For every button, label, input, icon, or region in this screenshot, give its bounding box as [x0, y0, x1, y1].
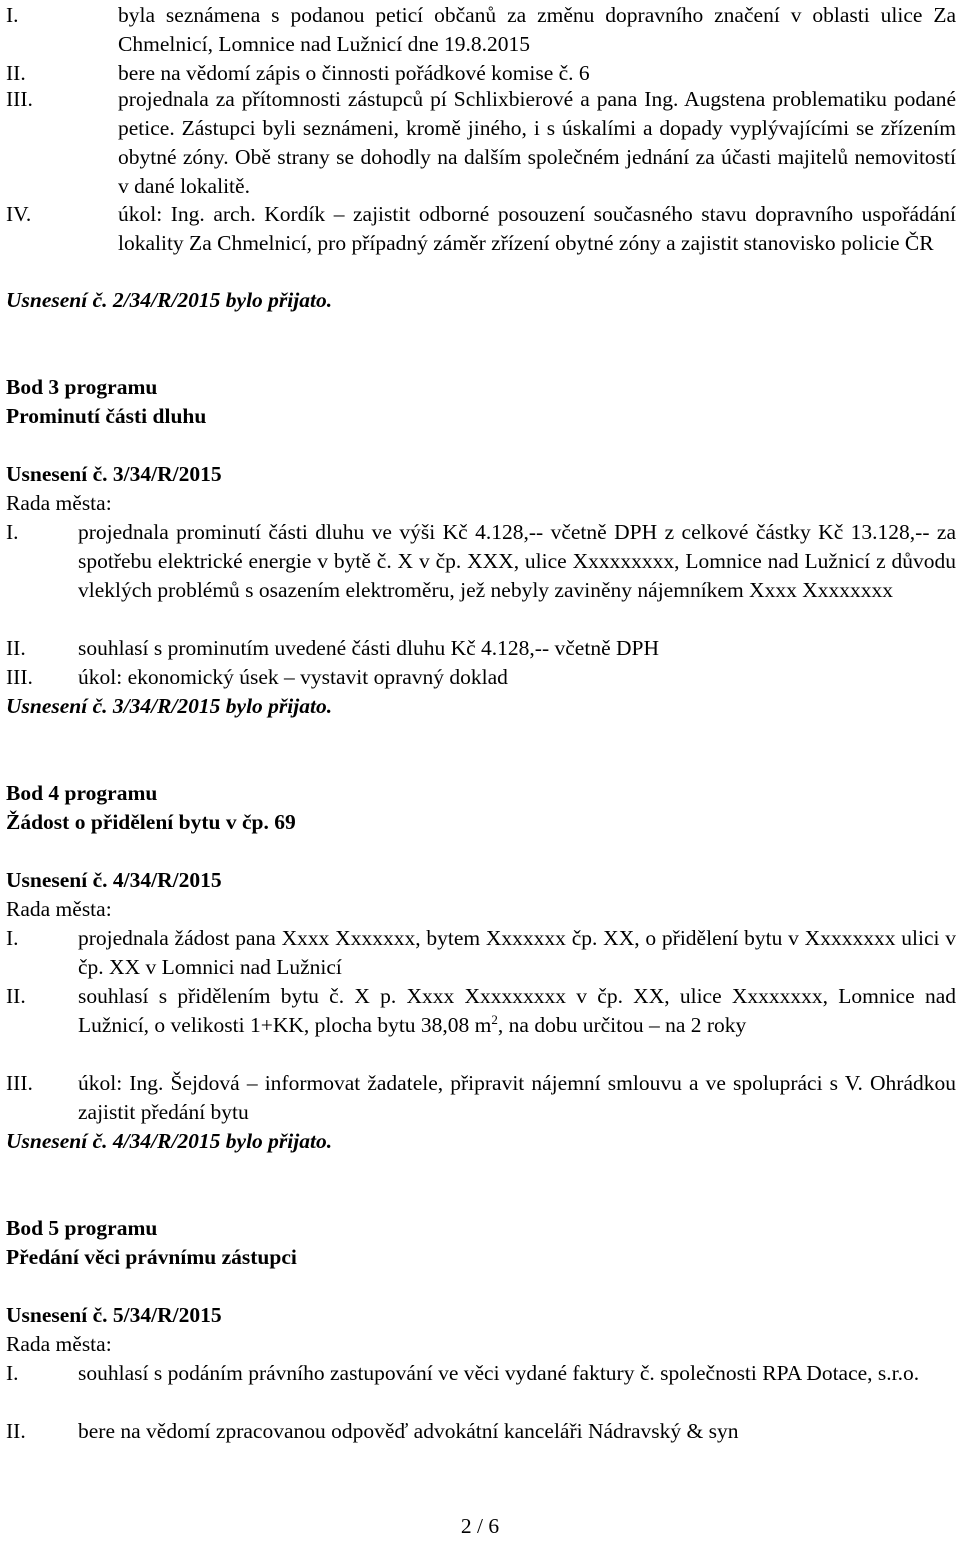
- item-number: IV.: [6, 202, 32, 226]
- item-number: II.: [6, 984, 26, 1008]
- council-label: Rada města:: [6, 1332, 112, 1356]
- item-text-part: souhlasí s přidělením bytu č. X p. Xxxx Xxxxxxxxx v čp. XX, ulice Xxxxxxxx, Lomnice nad Lužnicí, o velikosti 1+KK, plocha bytu 38,08 m: [78, 984, 956, 1037]
- item-text: úkol: ekonomický úsek – vystavit opravný doklad: [78, 665, 508, 689]
- item-text: úkol: Ing. Šejdová – informovat žadatele, připravit nájemní smlouvu a ve spolupráci s V. Ohrádkou zajistit předání bytu: [78, 1071, 956, 1124]
- resolution-number: Usnesení č. 5/34/R/2015: [6, 1303, 222, 1327]
- list-item: [6, 663, 956, 692]
- section-heading: Bod 4 programu: [6, 781, 158, 805]
- item-number: I.: [6, 520, 19, 544]
- item-text: bere na vědomí zápis o činnosti pořádkové komise č. 6: [118, 61, 590, 85]
- council-label: Rada města:: [6, 897, 112, 921]
- list-item: [6, 1, 956, 59]
- item-text: byla seznámena s podanou peticí občanů za změnu dopravního značení v oblasti ulice Za Chmelnicí, Lomnice nad Lužnicí dne 19.8.2015: [118, 3, 956, 56]
- section-title: Žádost o přidělení bytu v čp. 69: [6, 810, 296, 834]
- item-text: projednala za přítomnosti zástupců pí Schlixbierové a pana Ing. Augstena problematiku podané petice. Zástupci byli seznámeni, kromě jiného, i s úskalími a dopady vyplývajícími se zřízením obytné zóny. Obě strany se dohodly na dalším společném jednání za účasti majitelů nemovitostí v dané lokalitě.: [118, 87, 956, 198]
- list-item: [6, 1359, 956, 1388]
- page-number: 2 / 6: [460, 1514, 500, 1538]
- item-number: III.: [6, 665, 33, 689]
- section-heading: Bod 5 programu: [6, 1216, 158, 1240]
- item-number: III.: [6, 87, 33, 111]
- item-number: I.: [6, 1361, 19, 1385]
- list-item: [6, 1069, 956, 1127]
- item-text: [78, 982, 956, 1040]
- item-number: II.: [6, 1419, 26, 1443]
- section-title: Předání věci právnímu zástupci: [6, 1245, 297, 1269]
- item-text-part: , na dobu určitou – na 2 roky: [497, 1013, 747, 1037]
- superscript: 2: [491, 1012, 498, 1027]
- resolution-accepted: Usnesení č. 4/34/R/2015 bylo přijato.: [6, 1129, 333, 1153]
- section-title: Prominutí části dluhu: [6, 404, 207, 428]
- item-number: II.: [6, 636, 26, 660]
- list-item: [6, 200, 956, 258]
- item-text: souhlasí s prominutím uvedené části dluhu Kč 4.128,-- včetně DPH: [78, 636, 659, 660]
- council-label: Rada města:: [6, 491, 112, 515]
- resolution-number: Usnesení č. 4/34/R/2015: [6, 868, 222, 892]
- list-item: [6, 518, 956, 605]
- list-item: [6, 634, 956, 663]
- list-item: [6, 982, 956, 1040]
- resolution-accepted: Usnesení č. 2/34/R/2015 bylo přijato.: [6, 288, 333, 312]
- item-number: I.: [6, 3, 19, 27]
- resolution-number: Usnesení č. 3/34/R/2015: [6, 462, 222, 486]
- resolution-accepted: Usnesení č. 3/34/R/2015 bylo přijato.: [6, 694, 333, 718]
- item-number: III.: [6, 1071, 33, 1095]
- item-text: projednala prominutí části dluhu ve výši Kč 4.128,-- včetně DPH z celkové částky Kč 13.128,-- za spotřebu elektrické energie v bytě č. X v čp. XXX, ulice Xxxxxxxxx, Lomnice nad Lužnicí z důvodu vleklých problémů s osazením elektroměru, jež nebyly zaviněny nájemníkem Xxxx Xxxxxxxx: [78, 520, 956, 602]
- item-text: bere na vědomí zpracovanou odpověď advokátní kanceláři Nádravský & syn: [78, 1419, 739, 1443]
- list-item: [6, 1417, 956, 1446]
- item-text: úkol: Ing. arch. Kordík – zajistit odborné posouzení současného stavu dopravního uspořádání lokality Za Chmelnicí, pro případný záměr zřízení obytné zóny a zajistit stanovisko policie ČR: [118, 202, 956, 255]
- item-text: souhlasí s podáním právního zastupování ve věci vydané faktury č. společnosti RPA Dotace, s.r.o.: [78, 1361, 920, 1385]
- item-text: projednala žádost pana Xxxx Xxxxxxx, bytem Xxxxxxx čp. XX, o přidělení bytu v Xxxxxxxx ulici v čp. XX v Lomnici nad Lužnicí: [78, 926, 956, 979]
- list-item: [6, 59, 956, 88]
- list-item: [6, 924, 956, 982]
- list-item: [6, 85, 956, 201]
- section-heading: Bod 3 programu: [6, 375, 158, 399]
- item-number: II.: [6, 61, 26, 85]
- item-number: I.: [6, 926, 19, 950]
